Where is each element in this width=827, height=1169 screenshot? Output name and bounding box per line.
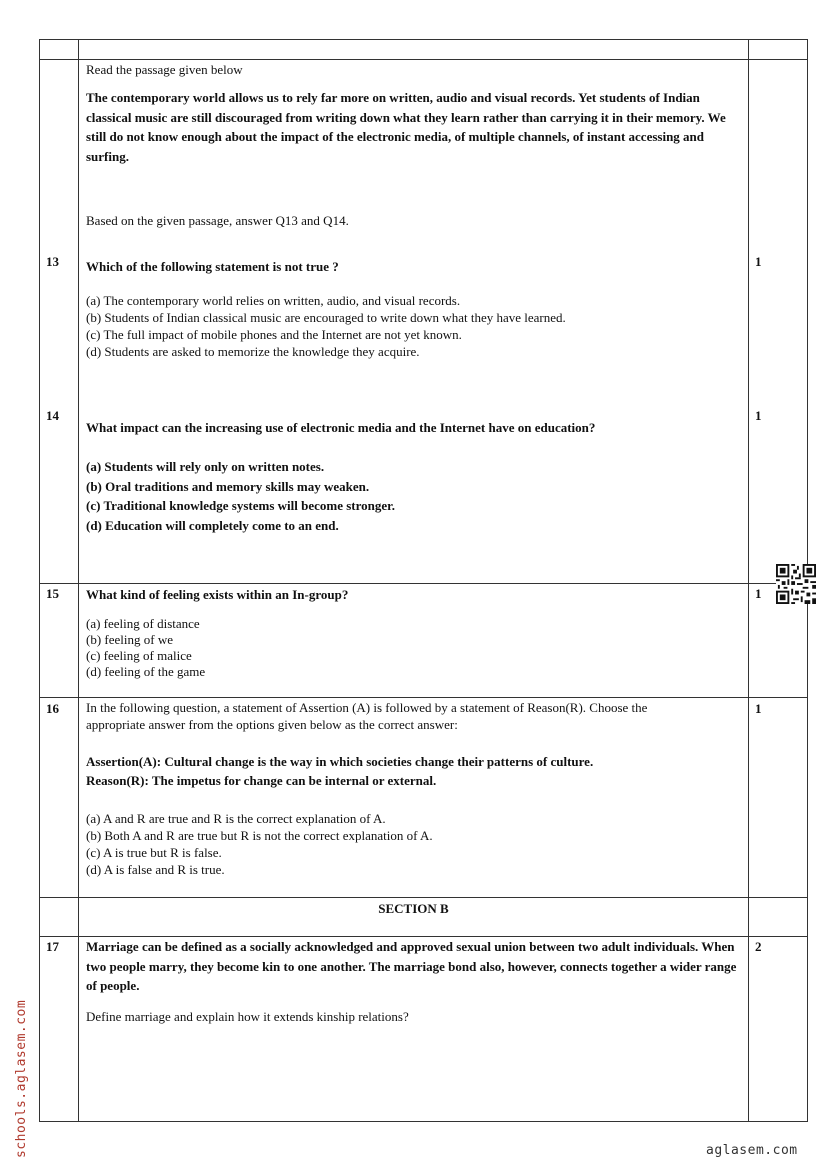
- option-item: (b) Students of Indian classical music are encouraged to write down what they have learned.: [86, 310, 566, 325]
- row-rule: [39, 39, 807, 40]
- column-rule: [748, 39, 749, 1122]
- option-item: (a) Students will rely only on written notes.: [86, 459, 325, 474]
- option-item: (d) feeling of the game: [86, 664, 206, 679]
- question-text: What impact can the increasing use of electronic media and the Internet have on education?: [86, 420, 596, 435]
- column-rule: [39, 39, 40, 1122]
- option-item: (c) feeling of malice: [86, 648, 192, 663]
- question-number: 13: [46, 254, 59, 269]
- option-item: (c) The full impact of mobile phones and the Internet are not yet known.: [86, 327, 462, 342]
- option-item: (d) Education will completely come to an end.: [86, 518, 339, 533]
- question-marks: 1: [755, 254, 762, 269]
- question-number: 14: [46, 408, 59, 423]
- assertion-text: Assertion(A): Cultural change is the way in which societies change their patterns of culture.: [86, 754, 594, 769]
- question-prompt: Define marriage and explain how it extends kinship relations?: [86, 1009, 409, 1024]
- passage-intro: Read the passage given below: [86, 62, 243, 77]
- row-rule: [39, 697, 807, 698]
- question-marks: 1: [755, 701, 762, 716]
- question-text: What kind of feeling exists within an In-group?: [86, 587, 349, 602]
- side-watermark: schools.aglasem.com: [14, 999, 29, 1158]
- option-item: (b) Oral traditions and memory skills may weaken.: [86, 479, 370, 494]
- option-item: (a) The contemporary world relies on written, audio, and visual records.: [86, 293, 461, 308]
- option-item: (c) A is true but R is false.: [86, 845, 222, 860]
- passage-text: The contemporary world allows us to rely far more on written, audio and visual records. Yet students of Indian classical music are still discouraged from writing down what they learn rather than carrying it in their memory. We still do not know enough about the impact of the electronic media, of multiple channels, of instant accessing and surfing.: [86, 90, 726, 164]
- question-marks: 2: [755, 939, 762, 954]
- footer-watermark: aglasem.com: [706, 1143, 798, 1158]
- question-text: Marriage can be defined as a socially acknowledged and approved sexual union between two adult individuals. When two people marry, they become kin to one another. The marriage bond also, however, connects together a wider range of people.: [86, 939, 737, 993]
- question-text: appropriate answer from the options given below as the correct answer:: [86, 717, 458, 732]
- option-item: (a) feeling of distance: [86, 616, 200, 631]
- row-rule: [39, 59, 807, 60]
- row-rule: [39, 897, 807, 898]
- question-number: 17: [46, 939, 59, 954]
- row-rule: [39, 583, 807, 584]
- question-marks: 1: [755, 408, 762, 423]
- passage-instruction: Based on the given passage, answer Q13 and Q14.: [86, 213, 349, 228]
- option-item: (b) Both A and R are true but R is not the correct explanation of A.: [86, 828, 433, 843]
- option-item: (d) A is false and R is true.: [86, 862, 225, 877]
- column-rule: [78, 39, 79, 1122]
- section-heading: SECTION B: [378, 901, 449, 916]
- option-item: (c) Traditional knowledge systems will become stronger.: [86, 498, 395, 513]
- question-text: In the following question, a statement of Assertion (A) is followed by a statement of Reason(R). Choose the: [86, 700, 648, 715]
- question-marks: 1: [755, 586, 762, 601]
- question-number: 15: [46, 586, 59, 601]
- option-item: (b) feeling of we: [86, 632, 173, 647]
- reason-text: Reason(R): The impetus for change can be internal or external.: [86, 773, 437, 788]
- question-number: 16: [46, 701, 59, 716]
- row-rule: [39, 1121, 807, 1122]
- option-item: (d) Students are asked to memorize the knowledge they acquire.: [86, 344, 420, 359]
- option-item: (a) A and R are true and R is the correct explanation of A.: [86, 811, 386, 826]
- question-text: Which of the following statement is not true ?: [86, 259, 339, 274]
- qr-code-icon: [776, 564, 816, 604]
